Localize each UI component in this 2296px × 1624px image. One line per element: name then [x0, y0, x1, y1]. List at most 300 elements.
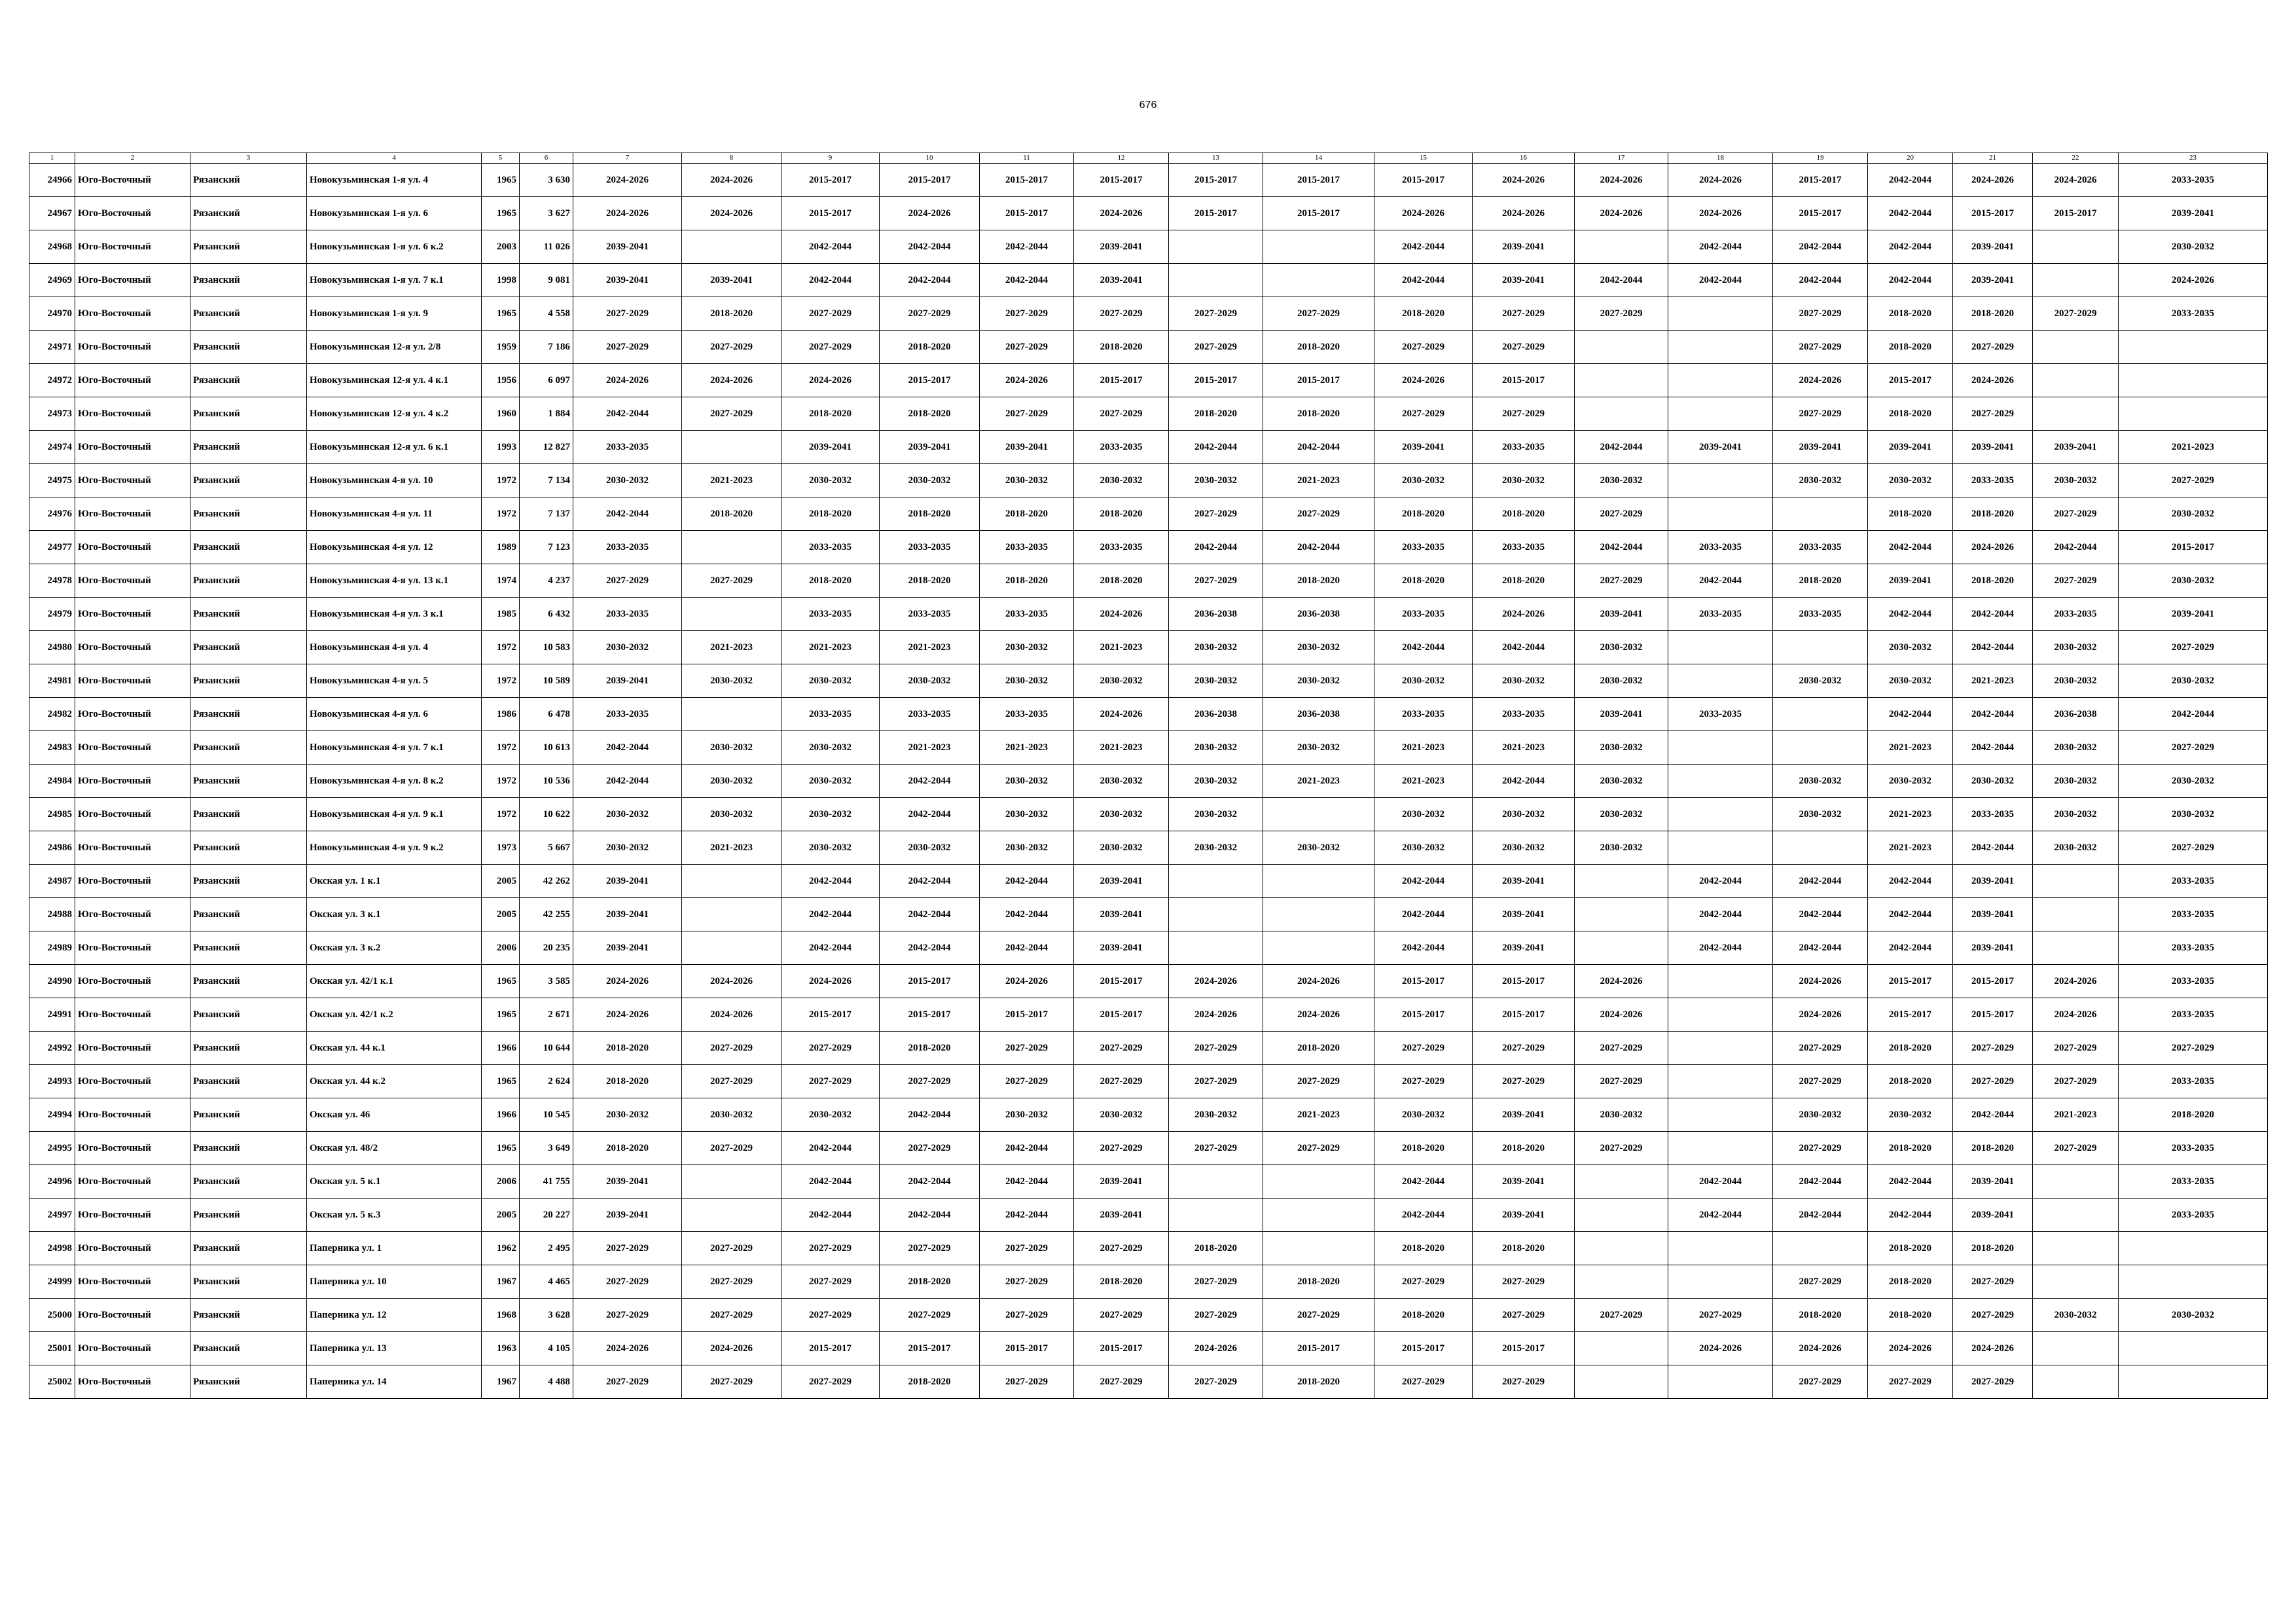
table-cell: 2018-2020 — [573, 1065, 682, 1098]
table-cell: 24972 — [29, 364, 75, 397]
table-cell: 3 649 — [520, 1132, 573, 1165]
table-cell: 2042-2044 — [1953, 1098, 2033, 1132]
table-cell: Рязанский — [190, 631, 307, 664]
table-cell: 2027-2029 — [682, 1365, 781, 1399]
table-cell: 2018-2020 — [1374, 1232, 1473, 1265]
table-cell: 20 227 — [520, 1199, 573, 1232]
table-row — [29, 1199, 2268, 1232]
table-cell: 2042-2044 — [1953, 731, 2033, 765]
table-cell: 2024-2026 — [1575, 164, 1668, 197]
table-cell: 2030-2032 — [573, 1098, 682, 1132]
table-cell — [1263, 1165, 1374, 1199]
table-cell: 2015-2017 — [781, 998, 880, 1032]
table-cell: 2024-2026 — [1575, 965, 1668, 998]
table-cell: 2042-2044 — [1953, 598, 2033, 631]
table-cell: Новокузьминская 4-я ул. 13 к.1 — [307, 564, 482, 598]
table-cell: 2030-2032 — [1953, 765, 2033, 798]
table-cell: 2018-2020 — [1953, 1132, 2033, 1165]
table-cell: 2042-2044 — [781, 931, 880, 965]
table-cell: Рязанский — [190, 1132, 307, 1165]
table-cell: 2042-2044 — [2119, 698, 2268, 731]
table-row — [29, 531, 2268, 564]
table-cell: 2015-2017 — [1074, 965, 1169, 998]
table-cell: 2024-2026 — [682, 998, 781, 1032]
table-cell: 2027-2029 — [2119, 631, 2268, 664]
table-cell: Рязанский — [190, 264, 307, 297]
table-cell: 2033-2035 — [1953, 798, 2033, 831]
table-cell — [1668, 331, 1773, 364]
table-cell: 1973 — [482, 831, 520, 865]
table-cell: 2027-2029 — [1473, 1065, 1575, 1098]
table-cell: 2021-2023 — [1868, 731, 1953, 765]
table-cell: 24978 — [29, 564, 75, 598]
table-cell: 2018-2020 — [1169, 1232, 1263, 1265]
table-cell: 2015-2017 — [1374, 998, 1473, 1032]
table-cell: 2024-2026 — [573, 197, 682, 230]
table-cell: 7 134 — [520, 464, 573, 497]
table-cell: 2027-2029 — [1953, 1265, 2033, 1299]
table-cell: 2033-2035 — [2119, 1132, 2268, 1165]
table-cell: 2018-2020 — [781, 397, 880, 431]
table-cell: 2030-2032 — [2119, 798, 2268, 831]
table-cell: 2042-2044 — [1868, 197, 1953, 230]
table-cell: Новокузьминская 4-я ул. 9 к.2 — [307, 831, 482, 865]
table-row — [29, 1365, 2268, 1399]
table-cell: 2024-2026 — [573, 364, 682, 397]
table-cell: Рязанский — [190, 364, 307, 397]
table-cell: 2021-2023 — [1374, 731, 1473, 765]
table-cell: 2024-2026 — [1074, 197, 1169, 230]
table-cell: 2027-2029 — [682, 1299, 781, 1332]
table-cell: Новокузьминская 4-я ул. 3 к.1 — [307, 598, 482, 631]
table-cell: 3 585 — [520, 965, 573, 998]
table-cell: Рязанский — [190, 230, 307, 264]
table-cell: 2018-2020 — [880, 397, 980, 431]
table-cell — [1668, 831, 1773, 865]
table-cell: 2036-2038 — [2033, 698, 2119, 731]
table-cell: 24994 — [29, 1098, 75, 1132]
column-number-cell: 22 — [2033, 153, 2119, 164]
table-cell — [2119, 1365, 2268, 1399]
table-cell: Рязанский — [190, 431, 307, 464]
table-cell: 2030-2032 — [1868, 765, 1953, 798]
table-cell: 2030-2032 — [682, 798, 781, 831]
table-cell: 1967 — [482, 1365, 520, 1399]
table-cell: 2015-2017 — [1374, 164, 1473, 197]
table-cell: 2033-2035 — [2119, 965, 2268, 998]
table-cell: 1966 — [482, 1032, 520, 1065]
table-cell: 1972 — [482, 497, 520, 531]
table-cell: Рязанский — [190, 965, 307, 998]
table-cell: 2030-2032 — [2119, 230, 2268, 264]
table-cell: 2018-2020 — [1074, 564, 1169, 598]
table-cell: Новокузьминская 12-я ул. 6 к.1 — [307, 431, 482, 464]
table-cell: 42 262 — [520, 865, 573, 898]
table-cell: 2042-2044 — [1773, 865, 1868, 898]
table-cell: 2042-2044 — [880, 264, 980, 297]
table-cell: 2015-2017 — [1074, 1332, 1169, 1365]
table-row — [29, 698, 2268, 731]
table-cell: 2033-2035 — [573, 698, 682, 731]
table-cell: 2039-2041 — [1074, 898, 1169, 931]
table-cell: 2027-2029 — [781, 1265, 880, 1299]
table-cell: 2015-2017 — [1074, 164, 1169, 197]
table-cell: 2042-2044 — [1668, 564, 1773, 598]
table-cell: 2030-2032 — [1169, 664, 1263, 698]
table-cell: 7 123 — [520, 531, 573, 564]
table-cell: 2018-2020 — [1773, 1299, 1868, 1332]
table-cell: 2018-2020 — [980, 497, 1074, 531]
table-cell: 2030-2032 — [1169, 731, 1263, 765]
table-cell — [1575, 1165, 1668, 1199]
table-cell: 2024-2026 — [1575, 197, 1668, 230]
table-cell: 2021-2023 — [1374, 765, 1473, 798]
table-cell: 2018-2020 — [682, 297, 781, 331]
table-cell — [2033, 1365, 2119, 1399]
table-cell: 2015-2017 — [1773, 164, 1868, 197]
table-cell: 2018-2020 — [781, 497, 880, 531]
table-cell: 2033-2035 — [2119, 1065, 2268, 1098]
table-cell: 2024-2026 — [1773, 998, 1868, 1032]
table-cell: 2018-2020 — [781, 564, 880, 598]
table-cell: Юго-Восточный — [75, 1299, 190, 1332]
table-cell: Юго-Восточный — [75, 564, 190, 598]
table-cell: 2039-2041 — [1473, 865, 1575, 898]
table-cell — [1263, 931, 1374, 965]
table-cell — [1668, 664, 1773, 698]
table-cell: 2033-2035 — [1773, 598, 1868, 631]
table-cell: 2027-2029 — [1169, 297, 1263, 331]
table-cell: 2036-2038 — [1169, 698, 1263, 731]
table-cell: 2039-2041 — [1668, 431, 1773, 464]
table-cell: 2027-2029 — [682, 1232, 781, 1265]
column-number-cell: 6 — [520, 153, 573, 164]
table-cell: 2027-2029 — [1374, 397, 1473, 431]
table-row — [29, 898, 2268, 931]
table-cell: 2018-2020 — [1263, 397, 1374, 431]
table-cell: 2027-2029 — [1374, 1032, 1473, 1065]
table-cell: 2027-2029 — [682, 1032, 781, 1065]
table-cell: 2027-2029 — [1074, 1299, 1169, 1332]
table-cell: Юго-Восточный — [75, 1098, 190, 1132]
table-cell: Рязанский — [190, 1032, 307, 1065]
table-cell: 10 545 — [520, 1098, 573, 1132]
table-cell: 2039-2041 — [1074, 264, 1169, 297]
table-cell: Юго-Восточный — [75, 531, 190, 564]
table-cell: 2021-2023 — [682, 831, 781, 865]
table-cell: 1965 — [482, 197, 520, 230]
column-number-cell: 8 — [682, 153, 781, 164]
table-cell: Юго-Восточный — [75, 397, 190, 431]
table-cell: 2027-2029 — [1169, 331, 1263, 364]
table-cell: 2030-2032 — [980, 631, 1074, 664]
table-cell: 2042-2044 — [1374, 931, 1473, 965]
table-cell: 2042-2044 — [880, 765, 980, 798]
table-cell: Новокузьминская 4-я ул. 10 — [307, 464, 482, 497]
table-cell: 2042-2044 — [1668, 264, 1773, 297]
table-cell: Юго-Восточный — [75, 464, 190, 497]
table-row — [29, 264, 2268, 297]
table-cell: 2027-2029 — [1668, 1299, 1773, 1332]
table-cell: 2030-2032 — [1575, 731, 1668, 765]
table-cell: 2024-2026 — [573, 998, 682, 1032]
table-cell: 2042-2044 — [980, 865, 1074, 898]
table-cell: 2015-2017 — [1374, 1332, 1473, 1365]
table-cell: 2024-2026 — [682, 164, 781, 197]
table-cell: 2021-2023 — [1868, 831, 1953, 865]
table-cell: 2030-2032 — [1263, 831, 1374, 865]
table-cell: 2036-2038 — [1263, 698, 1374, 731]
table-cell: 2027-2029 — [1773, 297, 1868, 331]
table-cell: 2039-2041 — [573, 664, 682, 698]
table-cell: 24989 — [29, 931, 75, 965]
table-cell: 2039-2041 — [1473, 931, 1575, 965]
table-cell: 1972 — [482, 464, 520, 497]
table-cell: 2039-2041 — [1575, 698, 1668, 731]
table-cell: 2024-2026 — [1575, 998, 1668, 1032]
table-cell: Рязанский — [190, 898, 307, 931]
table-cell: 2033-2035 — [573, 531, 682, 564]
table-cell: 2027-2029 — [682, 564, 781, 598]
table-cell: 12 827 — [520, 431, 573, 464]
table-cell: 2015-2017 — [1169, 364, 1263, 397]
table-cell: 24982 — [29, 698, 75, 731]
table-cell: 2027-2029 — [1169, 1132, 1263, 1165]
table-cell: 2027-2029 — [880, 1065, 980, 1098]
table-cell: Рязанский — [190, 1265, 307, 1299]
table-cell: 2027-2029 — [1169, 1032, 1263, 1065]
table-cell: 1959 — [482, 331, 520, 364]
table-cell: 2027-2029 — [2033, 564, 2119, 598]
table-row — [29, 197, 2268, 230]
table-cell: 2024-2026 — [980, 965, 1074, 998]
table-cell: Новокузьминская 12-я ул. 4 к.1 — [307, 364, 482, 397]
table-cell — [1263, 865, 1374, 898]
table-cell: 2030-2032 — [1773, 798, 1868, 831]
table-cell: 1972 — [482, 798, 520, 831]
table-cell: 7 186 — [520, 331, 573, 364]
table-cell: 2027-2029 — [1074, 1032, 1169, 1065]
table-cell: 2027-2029 — [2033, 297, 2119, 331]
table-cell: 2027-2029 — [980, 1232, 1074, 1265]
table-row — [29, 431, 2268, 464]
table-cell: Юго-Восточный — [75, 598, 190, 631]
table-cell: Окская ул. 1 к.1 — [307, 865, 482, 898]
table-cell — [2033, 1232, 2119, 1265]
table-cell: 2027-2029 — [1169, 1265, 1263, 1299]
table-cell: 2039-2041 — [2119, 197, 2268, 230]
table-cell: 2039-2041 — [1773, 431, 1868, 464]
table-cell: 3 627 — [520, 197, 573, 230]
table-cell: 2030-2032 — [781, 464, 880, 497]
table-cell: 2030-2032 — [2033, 464, 2119, 497]
table-cell: Новокузьминская 4-я ул. 11 — [307, 497, 482, 531]
table-cell — [682, 931, 781, 965]
table-row — [29, 564, 2268, 598]
table-cell: 2027-2029 — [1263, 497, 1374, 531]
table-cell: 2018-2020 — [1263, 331, 1374, 364]
table-cell: 2042-2044 — [1868, 898, 1953, 931]
table-cell: Юго-Восточный — [75, 831, 190, 865]
table-row — [29, 1065, 2268, 1098]
table-cell: 2027-2029 — [880, 297, 980, 331]
table-cell: Рязанский — [190, 1065, 307, 1098]
table-cell — [1668, 1032, 1773, 1065]
table-cell: 2018-2020 — [1263, 564, 1374, 598]
table-cell — [1668, 497, 1773, 531]
table-cell — [2033, 264, 2119, 297]
table-cell: 2018-2020 — [1953, 497, 2033, 531]
table-cell: 2042-2044 — [1374, 230, 1473, 264]
table-cell — [682, 898, 781, 931]
table-cell: 2042-2044 — [980, 1132, 1074, 1165]
table-cell: 2033-2035 — [2119, 931, 2268, 965]
table-cell: 2042-2044 — [781, 1165, 880, 1199]
table-cell: 2039-2041 — [1473, 1165, 1575, 1199]
table-body — [29, 153, 2268, 1399]
table-cell: 2030-2032 — [1263, 664, 1374, 698]
table-cell: 2042-2044 — [1374, 1199, 1473, 1232]
table-cell: 2018-2020 — [1868, 331, 1953, 364]
table-cell: 2015-2017 — [1473, 998, 1575, 1032]
table-cell: Окская ул. 42/1 к.2 — [307, 998, 482, 1032]
table-cell: 24988 — [29, 898, 75, 931]
table-cell: 2042-2044 — [1473, 765, 1575, 798]
table-cell: 2027-2029 — [1263, 1065, 1374, 1098]
table-cell: 24997 — [29, 1199, 75, 1232]
table-cell: 2027-2029 — [573, 564, 682, 598]
table-cell: 2015-2017 — [781, 197, 880, 230]
table-cell: 2030-2032 — [573, 831, 682, 865]
table-cell: 2030-2032 — [1169, 1098, 1263, 1132]
table-cell: Паперника ул. 1 — [307, 1232, 482, 1265]
table-cell: Рязанский — [190, 1098, 307, 1132]
table-cell: 2018-2020 — [1074, 497, 1169, 531]
table-cell: Рязанский — [190, 931, 307, 965]
table-cell: 24990 — [29, 965, 75, 998]
table-cell: 2018-2020 — [1868, 397, 1953, 431]
table-cell: 2024-2026 — [1773, 965, 1868, 998]
table-cell: Окская ул. 44 к.2 — [307, 1065, 482, 1098]
table-cell: 2027-2029 — [2119, 464, 2268, 497]
table-cell: 2042-2044 — [573, 397, 682, 431]
table-cell: 10 589 — [520, 664, 573, 698]
table-cell: Новокузьминская 1-я ул. 6 — [307, 197, 482, 230]
table-cell: Новокузьминская 1-я ул. 9 — [307, 297, 482, 331]
table-cell: Новокузьминская 1-я ул. 7 к.1 — [307, 264, 482, 297]
table-cell: 24979 — [29, 598, 75, 631]
table-cell: Юго-Восточный — [75, 798, 190, 831]
table-cell: 2024-2026 — [573, 164, 682, 197]
table-cell: 2033-2035 — [1074, 531, 1169, 564]
table-cell: 2027-2029 — [1473, 1365, 1575, 1399]
table-cell: 2024-2026 — [880, 197, 980, 230]
table-cell: 2033-2035 — [1374, 598, 1473, 631]
table-cell — [682, 431, 781, 464]
table-cell: 2027-2029 — [781, 331, 880, 364]
table-cell — [2033, 397, 2119, 431]
table-cell: 2030-2032 — [2033, 731, 2119, 765]
table-cell — [2119, 1332, 2268, 1365]
table-cell: 2030-2032 — [1374, 664, 1473, 698]
table-cell: 4 488 — [520, 1365, 573, 1399]
table-cell: 2030-2032 — [1074, 831, 1169, 865]
table-cell: 2039-2041 — [1473, 230, 1575, 264]
table-cell: 2030-2032 — [1473, 798, 1575, 831]
table-cell: Юго-Восточный — [75, 865, 190, 898]
table-cell: 2027-2029 — [573, 1265, 682, 1299]
table-cell: Рязанский — [190, 1332, 307, 1365]
table-cell: 2027-2029 — [1773, 1032, 1868, 1065]
table-cell: 2027-2029 — [1953, 331, 2033, 364]
table-cell: 2027-2029 — [1473, 1032, 1575, 1065]
table-cell: 2039-2041 — [1473, 1199, 1575, 1232]
table-cell: 2027-2029 — [1953, 1032, 2033, 1065]
table-cell: 2030-2032 — [1074, 464, 1169, 497]
table-cell: 2039-2041 — [1953, 931, 2033, 965]
table-cell: 2039-2041 — [682, 264, 781, 297]
table-cell: 2021-2023 — [781, 631, 880, 664]
column-number-cell: 14 — [1263, 153, 1374, 164]
table-cell: 2030-2032 — [781, 765, 880, 798]
table-cell: 2042-2044 — [1575, 531, 1668, 564]
table-cell: 24975 — [29, 464, 75, 497]
table-cell: 2024-2026 — [2119, 264, 2268, 297]
table-cell: 1974 — [482, 564, 520, 598]
table-cell: 2018-2020 — [1374, 1299, 1473, 1332]
table-cell — [1169, 931, 1263, 965]
table-cell: 2018-2020 — [1868, 1299, 1953, 1332]
table-cell: 2039-2041 — [573, 1165, 682, 1199]
table-cell: 2015-2017 — [980, 998, 1074, 1032]
table-cell: 2042-2044 — [880, 230, 980, 264]
table-cell: 2042-2044 — [1868, 598, 1953, 631]
table-cell — [1575, 331, 1668, 364]
table-cell: 2027-2029 — [1169, 497, 1263, 531]
table-cell: 24971 — [29, 331, 75, 364]
column-number-cell: 10 — [880, 153, 980, 164]
table-cell: Юго-Восточный — [75, 197, 190, 230]
table-cell: 2030-2032 — [2033, 765, 2119, 798]
table-cell: 1 884 — [520, 397, 573, 431]
table-cell — [682, 230, 781, 264]
table-cell: 2042-2044 — [1668, 1199, 1773, 1232]
column-number-cell: 19 — [1773, 153, 1868, 164]
table-cell — [682, 698, 781, 731]
table-cell: 2027-2029 — [980, 1265, 1074, 1299]
table-cell: 2039-2041 — [573, 1199, 682, 1232]
table-cell: 2003 — [482, 230, 520, 264]
column-number-cell: 18 — [1668, 153, 1773, 164]
table-cell — [1668, 1098, 1773, 1132]
table-cell: 2024-2026 — [2033, 965, 2119, 998]
table-cell — [1668, 1265, 1773, 1299]
table-cell: 2024-2026 — [980, 364, 1074, 397]
table-cell: 2027-2029 — [1074, 1232, 1169, 1265]
table-cell: 2027-2029 — [573, 297, 682, 331]
table-cell: 1956 — [482, 364, 520, 397]
table-cell — [1169, 1165, 1263, 1199]
table-cell — [1668, 297, 1773, 331]
table-cell: 2018-2020 — [1953, 1232, 2033, 1265]
table-cell: Рязанский — [190, 197, 307, 230]
table-cell: 2027-2029 — [1169, 564, 1263, 598]
table-cell: 2039-2041 — [1374, 431, 1473, 464]
table-cell: 2030-2032 — [880, 464, 980, 497]
table-cell: 2024-2026 — [1263, 965, 1374, 998]
table-cell: Юго-Восточный — [75, 1365, 190, 1399]
table-cell: 2042-2044 — [1263, 531, 1374, 564]
